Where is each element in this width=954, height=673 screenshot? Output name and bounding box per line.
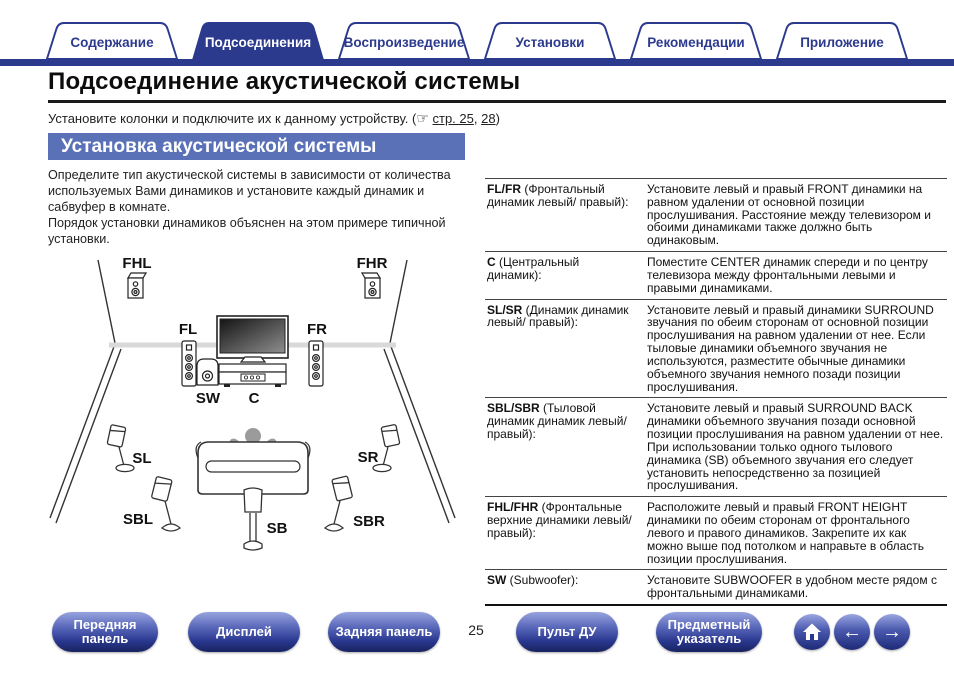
speaker-sbl: [151, 476, 180, 531]
tab-bar-underline: [0, 59, 954, 66]
page-ref-link-25[interactable]: стр. 25: [432, 111, 474, 126]
tab-tips[interactable]: [630, 22, 762, 60]
remote-button[interactable]: Пульт ДУ: [516, 612, 618, 652]
page-number: 25: [468, 622, 484, 638]
diagram-label-sr: SR: [357, 449, 379, 466]
section-paragraph-1: Определите тип акустической системы в зависимости от количества используемых Вами динамиков и установите каждый динамик и сабвуфер в комнате.: [48, 168, 451, 215]
diagram-label-fl: FL: [178, 321, 198, 338]
tv-and-stand: [217, 316, 288, 387]
tab-label: Рекомендации: [647, 34, 745, 50]
table-row: [485, 497, 947, 570]
section-intro: [48, 167, 460, 248]
title-rule: [48, 100, 946, 103]
ref-paren-close: ): [495, 111, 500, 126]
diagram-label-sl: SL: [132, 450, 152, 467]
forward-button[interactable]: [874, 614, 910, 650]
table-row: [485, 179, 947, 252]
speaker-sbr: [325, 476, 353, 531]
tab-label: Воспроизведение: [343, 34, 465, 50]
rear-panel-button[interactable]: Задняя панель: [328, 612, 440, 652]
top-tab-bar: [46, 22, 908, 60]
table-row: [485, 252, 947, 299]
table-row: [485, 570, 947, 605]
tab-label: Установки: [515, 34, 585, 50]
speaker-description: Поместите CENTER динамик спереди и по центру телевизора между фронтальными левыми и правыми динамиками.: [647, 255, 928, 295]
diagram-label-fhl: FHL: [122, 255, 152, 272]
speaker-description: Установите левый и правый FRONT динамики на равном удалении от основной позиции прослушивания. Расстояние между телевизором и обоими динамиками также должно быть одинаковым.: [647, 182, 931, 248]
diagram-label-sw: SW: [195, 390, 221, 407]
back-button[interactable]: [834, 614, 870, 650]
speaker-term: SW (Subwoofer):: [487, 573, 579, 588]
speaker-description: Установите левый и правый динамики SURROUND звучания по обеим сторонам от основной позиции прослушивания на равном удалении от нее. Если тыловые динамики объемного звучания не используются, разместите обычные динамики объемного звучания немного позади позиции прослушивания.: [647, 302, 934, 394]
speaker-description: Расположите левый и правый FRONT HEIGHT динамики по обеим сторонам от фронтального левого и правого динамиков. Закрепите их как можно выше под потолком и направьте в область позиции прослушивания.: [647, 500, 925, 566]
forward-arrow-icon: →: [882, 620, 902, 643]
diagram-label-sbr: SBR: [353, 513, 385, 530]
tab-contents[interactable]: [46, 22, 178, 60]
table-row: [485, 398, 947, 497]
diagram-label-fr: FR: [307, 321, 327, 338]
intro-text: Установите колонки и подключите их к данному устройству.: [48, 111, 409, 126]
speaker-sl: [107, 425, 134, 472]
ref-separator: ,: [473, 111, 482, 126]
speaker-term: FL/FR (Фронтальный динамик левый/ правый):: [487, 182, 629, 209]
speaker-fl: [182, 341, 196, 386]
page-title: Подсоединение акустической системы: [48, 68, 521, 95]
display-button[interactable]: Дисплей: [188, 612, 300, 652]
page-ref-link-28[interactable]: 28: [481, 111, 496, 126]
tab-label: Приложение: [800, 34, 884, 50]
speaker-placement-table: [485, 178, 947, 606]
index-button[interactable]: Предметный указатель: [656, 612, 762, 652]
diagram-label-fhr: FHR: [356, 255, 388, 272]
diagram-label-c: C: [248, 390, 260, 407]
table-row: [485, 299, 947, 398]
diagram-label-sbl: SBL: [123, 511, 153, 528]
tab-settings[interactable]: [484, 22, 616, 60]
speaker-description: Установите левый и правый SURROUND BACK динамики объемного звучания позади основной позиции прослушивания на равном удалении от нее. При использовании только одного тылового динамика (SB) объемного звучания его следует установить непосредственно за позицией прослушивания.: [647, 401, 944, 493]
home-icon: [802, 622, 822, 642]
tab-connections[interactable]: [192, 22, 324, 60]
speaker-layout-diagram: [45, 246, 465, 604]
tab-playback[interactable]: [338, 22, 470, 60]
speaker-sw: [197, 359, 218, 385]
speaker-term: SL/SR (Динамик динамик левый/ правый):: [487, 302, 629, 330]
speaker-sb: [244, 488, 262, 550]
tab-label: Содержание: [70, 34, 154, 50]
speaker-term: C (Центральный динамик):: [487, 255, 580, 282]
tab-label: Подсоединения: [204, 34, 312, 50]
speaker-term: FHL/FHR (Фронтальные верхние динамики левый/правый):: [487, 500, 632, 540]
diagram-label-sb: SB: [266, 520, 288, 537]
back-arrow-icon: ←: [842, 620, 862, 643]
speaker-fhr: [362, 273, 380, 298]
home-button[interactable]: [794, 614, 830, 650]
intro-line: [48, 110, 500, 127]
front-panel-button[interactable]: Передняя панель: [52, 612, 158, 652]
speaker-fhl: [128, 273, 146, 298]
couch: [196, 442, 310, 494]
ref-paren-open: (: [411, 111, 417, 126]
speaker-description: Установите SUBWOOFER в удобном месте рядом с фронтальными динамиками.: [647, 573, 937, 601]
speaker-term: SBL/SBR (Тыловой динамик динамик левый/ правый):: [487, 401, 627, 442]
footer-nav-bar: [0, 612, 954, 656]
section-paragraph-2: Порядок установки динамиков объяснен на этом примере типичной установки.: [48, 216, 446, 247]
speaker-fr: [309, 341, 323, 386]
tab-appendix[interactable]: [776, 22, 908, 60]
section-header: Установка акустической системы: [48, 133, 465, 160]
page-ref-icon: ☞: [416, 110, 429, 126]
